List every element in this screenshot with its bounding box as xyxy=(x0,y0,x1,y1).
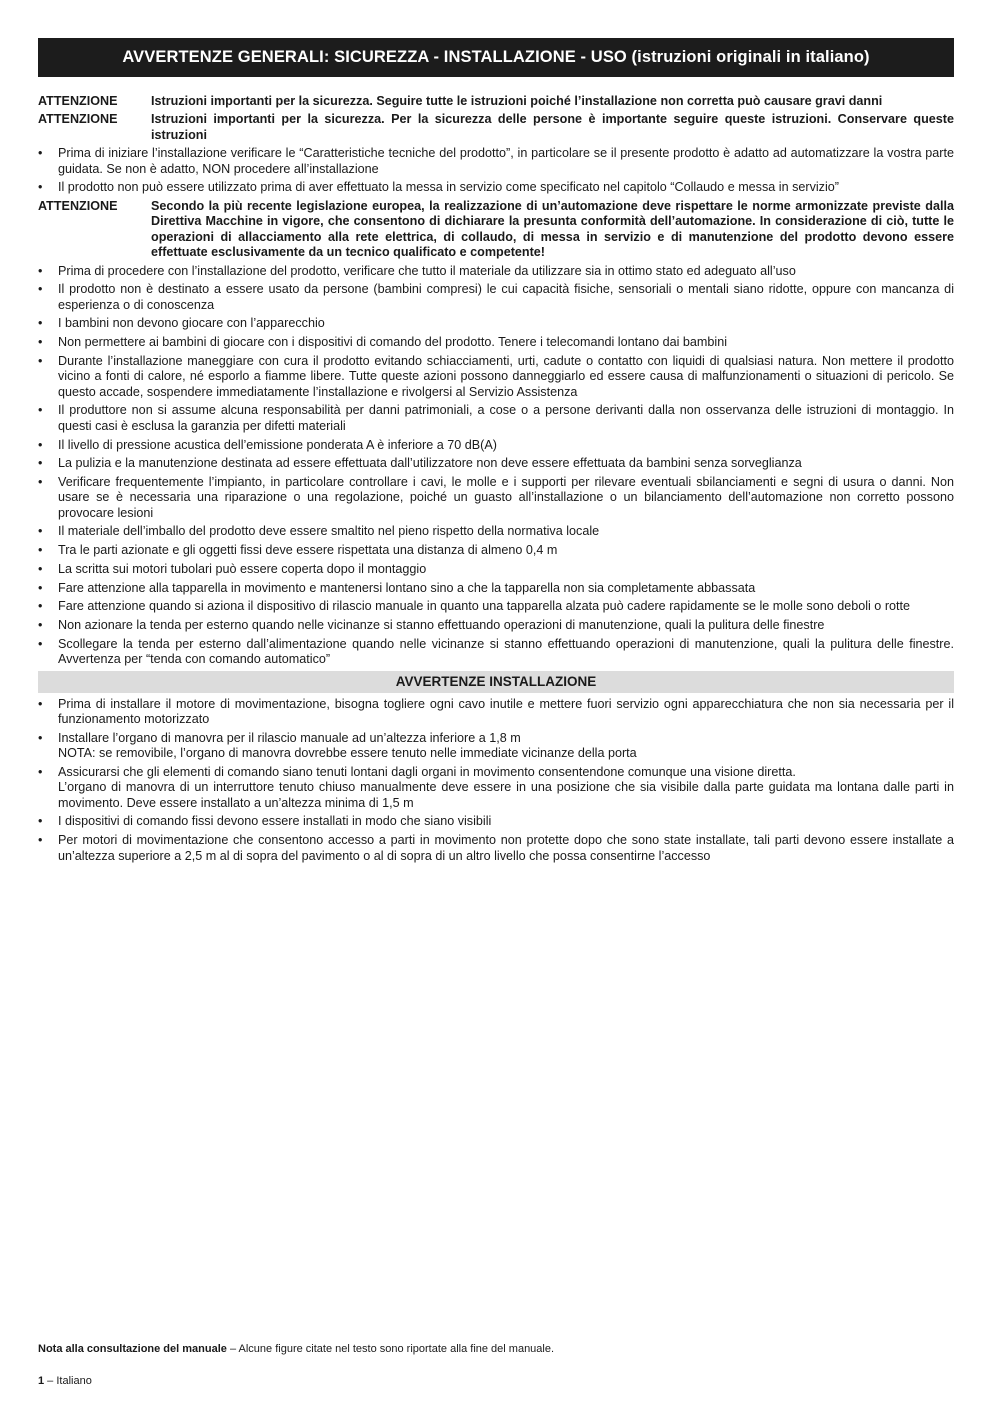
list-item xyxy=(38,354,954,400)
list-item-body xyxy=(58,475,954,521)
list-item xyxy=(38,637,954,668)
bullet-icon: • xyxy=(38,764,43,779)
list-item xyxy=(38,146,954,177)
bullet-icon: • xyxy=(38,599,43,614)
list-item-text: Verificare frequentemente l’impianto, in particolare controllare i cavi, le molle e i supporti per rilevare eventuali sbilanciamenti e segni di usura o danni. Non usare se è necessaria una riparazione o una regolazione, poiché un guasto all’installazione o un bilanciamento dell’automazione non corretto possono provocare lesioni xyxy=(58,474,954,520)
list-item-body xyxy=(58,697,954,728)
list-item-body xyxy=(58,543,954,558)
bullet-icon: • xyxy=(38,636,43,651)
list-item xyxy=(38,180,954,195)
list-item-body xyxy=(58,599,954,614)
footer-note-bold: Nota alla consultazione del manuale xyxy=(38,1343,227,1355)
list-item-body xyxy=(58,264,954,279)
footer-note xyxy=(38,1343,554,1355)
list-item-note: NOTA: se removibile, l’organo di manovra dovrebbe essere tenuto nelle immediate vicinanze della porta xyxy=(58,746,637,761)
bullet-icon: • xyxy=(38,580,43,595)
list-item-text: Fare attenzione quando si aziona il dispositivo di rilascio manuale in quanto una tapparella alzata può cadere rapidamente se le molle sono deboli o rotte xyxy=(58,599,911,614)
warning-block xyxy=(38,94,954,109)
list-item-body xyxy=(58,637,954,668)
list-item xyxy=(38,403,954,434)
bullet-icon: • xyxy=(38,524,43,539)
list-item-text: Il produttore non si assume alcuna responsabilità per danni patrimoniali, a cose o a persone derivanti dalla non osservanza delle istruzioni di montaggio. In questi casi è esclusa la garanzia per difetti materiali xyxy=(58,403,954,433)
list-item xyxy=(38,438,954,453)
bullet-icon: • xyxy=(38,146,43,161)
bullet-icon: • xyxy=(38,282,43,297)
list-item-body xyxy=(58,581,954,596)
bullet-icon: • xyxy=(38,696,43,711)
bullet-icon: • xyxy=(38,456,43,471)
list-item xyxy=(38,524,954,539)
list-item xyxy=(38,562,954,577)
list-item-text: I dispositivi di comando fissi devono essere installati in modo che siano visibili xyxy=(58,814,492,829)
list-item-body xyxy=(58,765,954,811)
page-title: AVVERTENZE GENERALI: SICUREZZA - INSTALLAZIONE - USO (istruzioni originali in italiano) xyxy=(38,38,954,77)
list-item xyxy=(38,264,954,279)
list-item-body xyxy=(58,456,954,471)
page-language: – Italiano xyxy=(44,1375,92,1387)
list-item xyxy=(38,475,954,521)
warning-text: Secondo la più recente legislazione europea, la realizzazione di un’automazione deve rispettare le norme armonizzate previste dalla Direttiva Macchine in vigore, che consentono di dichiarare la presunta conformità dell’automazione. In considerazione di ciò, tutte le operazioni di allacciamento alla rete elettrica, di collaudo, di messa in servizio e di manutenzione del prodotto devono essere effettuate esclusivamente da un tecnico qualificato e competente! xyxy=(151,199,954,260)
list-item-body xyxy=(58,403,954,434)
list-item-text: Non permettere ai bambini di giocare con i dispositivi di comando del prodotto. Tenere i telecomandi lontano dai bambini xyxy=(58,335,728,350)
bullet-icon: • xyxy=(38,617,43,632)
list-item-body xyxy=(58,146,954,177)
list-item xyxy=(38,618,954,633)
list-item-text: Non azionare la tenda per esterno quando nelle vicinanze si stanno effettuando operazioni di manutenzione, quali la pulitura delle finestre xyxy=(58,617,825,632)
bullet-icon: • xyxy=(38,335,43,350)
list-item-body xyxy=(58,335,954,350)
list-item-body xyxy=(58,316,954,331)
list-item-note: L’organo di manovra di un interruttore tenuto chiuso manualmente deve essere in una posizione che sia visibile dalla parte guidata ma lontana dalle parti in movimento. Deve essere installato a un’altezza minima di 1,5 m xyxy=(58,780,954,810)
list-item-text: Installare l’organo di manovra per il rilascio manuale ad un’altezza inferiore a 1,8 m xyxy=(58,730,521,745)
list-item xyxy=(38,765,954,811)
bullet-icon: • xyxy=(38,730,43,745)
list-item-text: I bambini non devono giocare con l’apparecchio xyxy=(58,316,325,331)
list-item-body xyxy=(58,438,954,453)
bullet-icon: • xyxy=(38,543,43,558)
list-item xyxy=(38,581,954,596)
list-item-text: La scritta sui motori tubolari può essere coperta dopo il montaggio xyxy=(58,561,427,576)
list-item xyxy=(38,543,954,558)
warning-label: ATTENZIONE xyxy=(38,94,118,108)
list-item-text: La pulizia e la manutenzione destinata ad essere effettuata dall’utilizzatore non deve essere effettuata da bambini senza sorveglianza xyxy=(58,456,802,471)
list-item-body xyxy=(58,282,954,313)
list-item xyxy=(38,697,954,728)
bullet-icon: • xyxy=(38,814,43,829)
list-item-body xyxy=(58,814,954,829)
list-item-body xyxy=(58,562,954,577)
list-item xyxy=(38,599,954,614)
list-item-text: Prima di installare il motore di movimentazione, bisogna togliere ogni cavo inutile e mettere fuori servizio ogni apparecchiatura che non sia necessaria per il funzionamento motorizzato xyxy=(58,696,954,727)
list-item xyxy=(38,731,954,762)
warning-label: ATTENZIONE xyxy=(38,112,118,127)
list-item-text: Scollegare la tenda per esterno dall’alimentazione quando nelle vicinanze si stanno effettuando operazioni di manutenzione, quali la pulitura delle finestre. Avvertenza per “tenda con comando automatico” xyxy=(58,636,954,667)
page-number xyxy=(38,1375,92,1387)
list-item-body xyxy=(58,354,954,400)
bullet-icon: • xyxy=(38,403,43,418)
page xyxy=(38,38,954,867)
bullet-icon: • xyxy=(38,263,43,278)
warning-block xyxy=(38,112,954,143)
list-item-body xyxy=(58,524,954,539)
warning-text: Istruzioni importanti per la sicurezza. Per la sicurezza delle persone è importante seguire queste istruzioni. Conservare queste istruzioni xyxy=(151,112,954,142)
list-item-body xyxy=(58,833,954,864)
list-item-text: Prima di procedere con l’installazione del prodotto, verificare che tutto il materiale da utilizzare sia in ottimo stato ed adeguato all’uso xyxy=(58,263,796,278)
bullet-icon: • xyxy=(38,353,43,368)
list-item xyxy=(38,316,954,331)
list-item-text: Tra le parti azionate e gli oggetti fissi deve essere rispettata una distanza di almeno 0,4 m xyxy=(58,543,558,558)
list-item xyxy=(38,833,954,864)
warnings-content xyxy=(38,94,954,864)
warning-block xyxy=(38,199,954,261)
section-heading: AVVERTENZE INSTALLAZIONE xyxy=(38,671,954,693)
list-item-text: Prima di iniziare l’installazione verificare le “Caratteristiche tecniche del prodotto”, in particolare se il presente prodotto è adatto ad automatizzare la vostra parte guidata. Se non è adatto, NON procedere all’installazione xyxy=(58,146,954,176)
bullet-icon: • xyxy=(38,316,43,331)
list-item xyxy=(38,335,954,350)
bullet-icon: • xyxy=(38,561,43,576)
list-item-body xyxy=(58,180,954,195)
bullet-icon: • xyxy=(38,437,43,452)
page-number-value: 1 xyxy=(38,1375,45,1387)
list-item xyxy=(38,282,954,313)
list-item-text: Il materiale dell’imballo del prodotto deve essere smaltito nel pieno rispetto della normativa locale xyxy=(58,524,600,539)
list-item-text: Il prodotto non può essere utilizzato prima di aver effettuato la messa in servizio come specificato nel capitolo “Collaudo e messa in servizio” xyxy=(58,180,839,195)
footer-note-rest: – Alcune figure citate nel testo sono riportate alla fine del manuale. xyxy=(226,1343,555,1355)
list-item xyxy=(38,814,954,829)
list-item-body xyxy=(58,731,954,762)
bullet-icon: • xyxy=(38,474,43,489)
list-item-text: Il livello di pressione acustica dell’emissione ponderata A è inferiore a 70 dB(A) xyxy=(58,437,497,452)
warning-label: ATTENZIONE xyxy=(38,199,118,214)
bullet-icon: • xyxy=(38,833,43,848)
list-item-text: Il prodotto non è destinato a essere usato da persone (bambini compresi) le cui capacità fisiche, sensoriali o mentali siano ridotte, oppure con mancanza di esperienza o di conoscenza xyxy=(58,282,954,312)
list-item-text: Assicurarsi che gli elementi di comando siano tenuti lontani dagli organi in movimento consentendone comunque una visione diretta. xyxy=(58,764,796,779)
list-item-text: Durante l’installazione maneggiare con cura il prodotto evitando schiacciamenti, urti, cadute o contatto con liquidi di qualsiasi natura. Non mettere il prodotto vicino a fonti di calore, né esporlo a fiamme libere. Tutte queste azioni possono danneggiarlo ed essere causa di malfunzionamenti o situazioni di pericolo. Se questo accade, sospendere immediatamente l’installazione e rivolgersi al Servizio Assistenza xyxy=(58,353,954,399)
list-item-text: Per motori di movimentazione che consentono accesso a parti in movimento non protette dopo che sono state installate, tali parti devono essere installate a un’altezza superiore a 2,5 m al di sopra del pavimento o al di sopra di un altro livello che possa consentirne l’accesso xyxy=(58,833,954,863)
warning-text: Istruzioni importanti per la sicurezza. Seguire tutte le istruzioni poiché l’installazione non corretta può causare gravi danni xyxy=(151,94,883,108)
bullet-icon: • xyxy=(38,180,43,195)
list-item-text: Fare attenzione alla tapparella in movimento e mantenersi lontano sino a che la tapparella non sia completamente abbassata xyxy=(58,580,756,595)
list-item xyxy=(38,456,954,471)
list-item-body xyxy=(58,618,954,633)
